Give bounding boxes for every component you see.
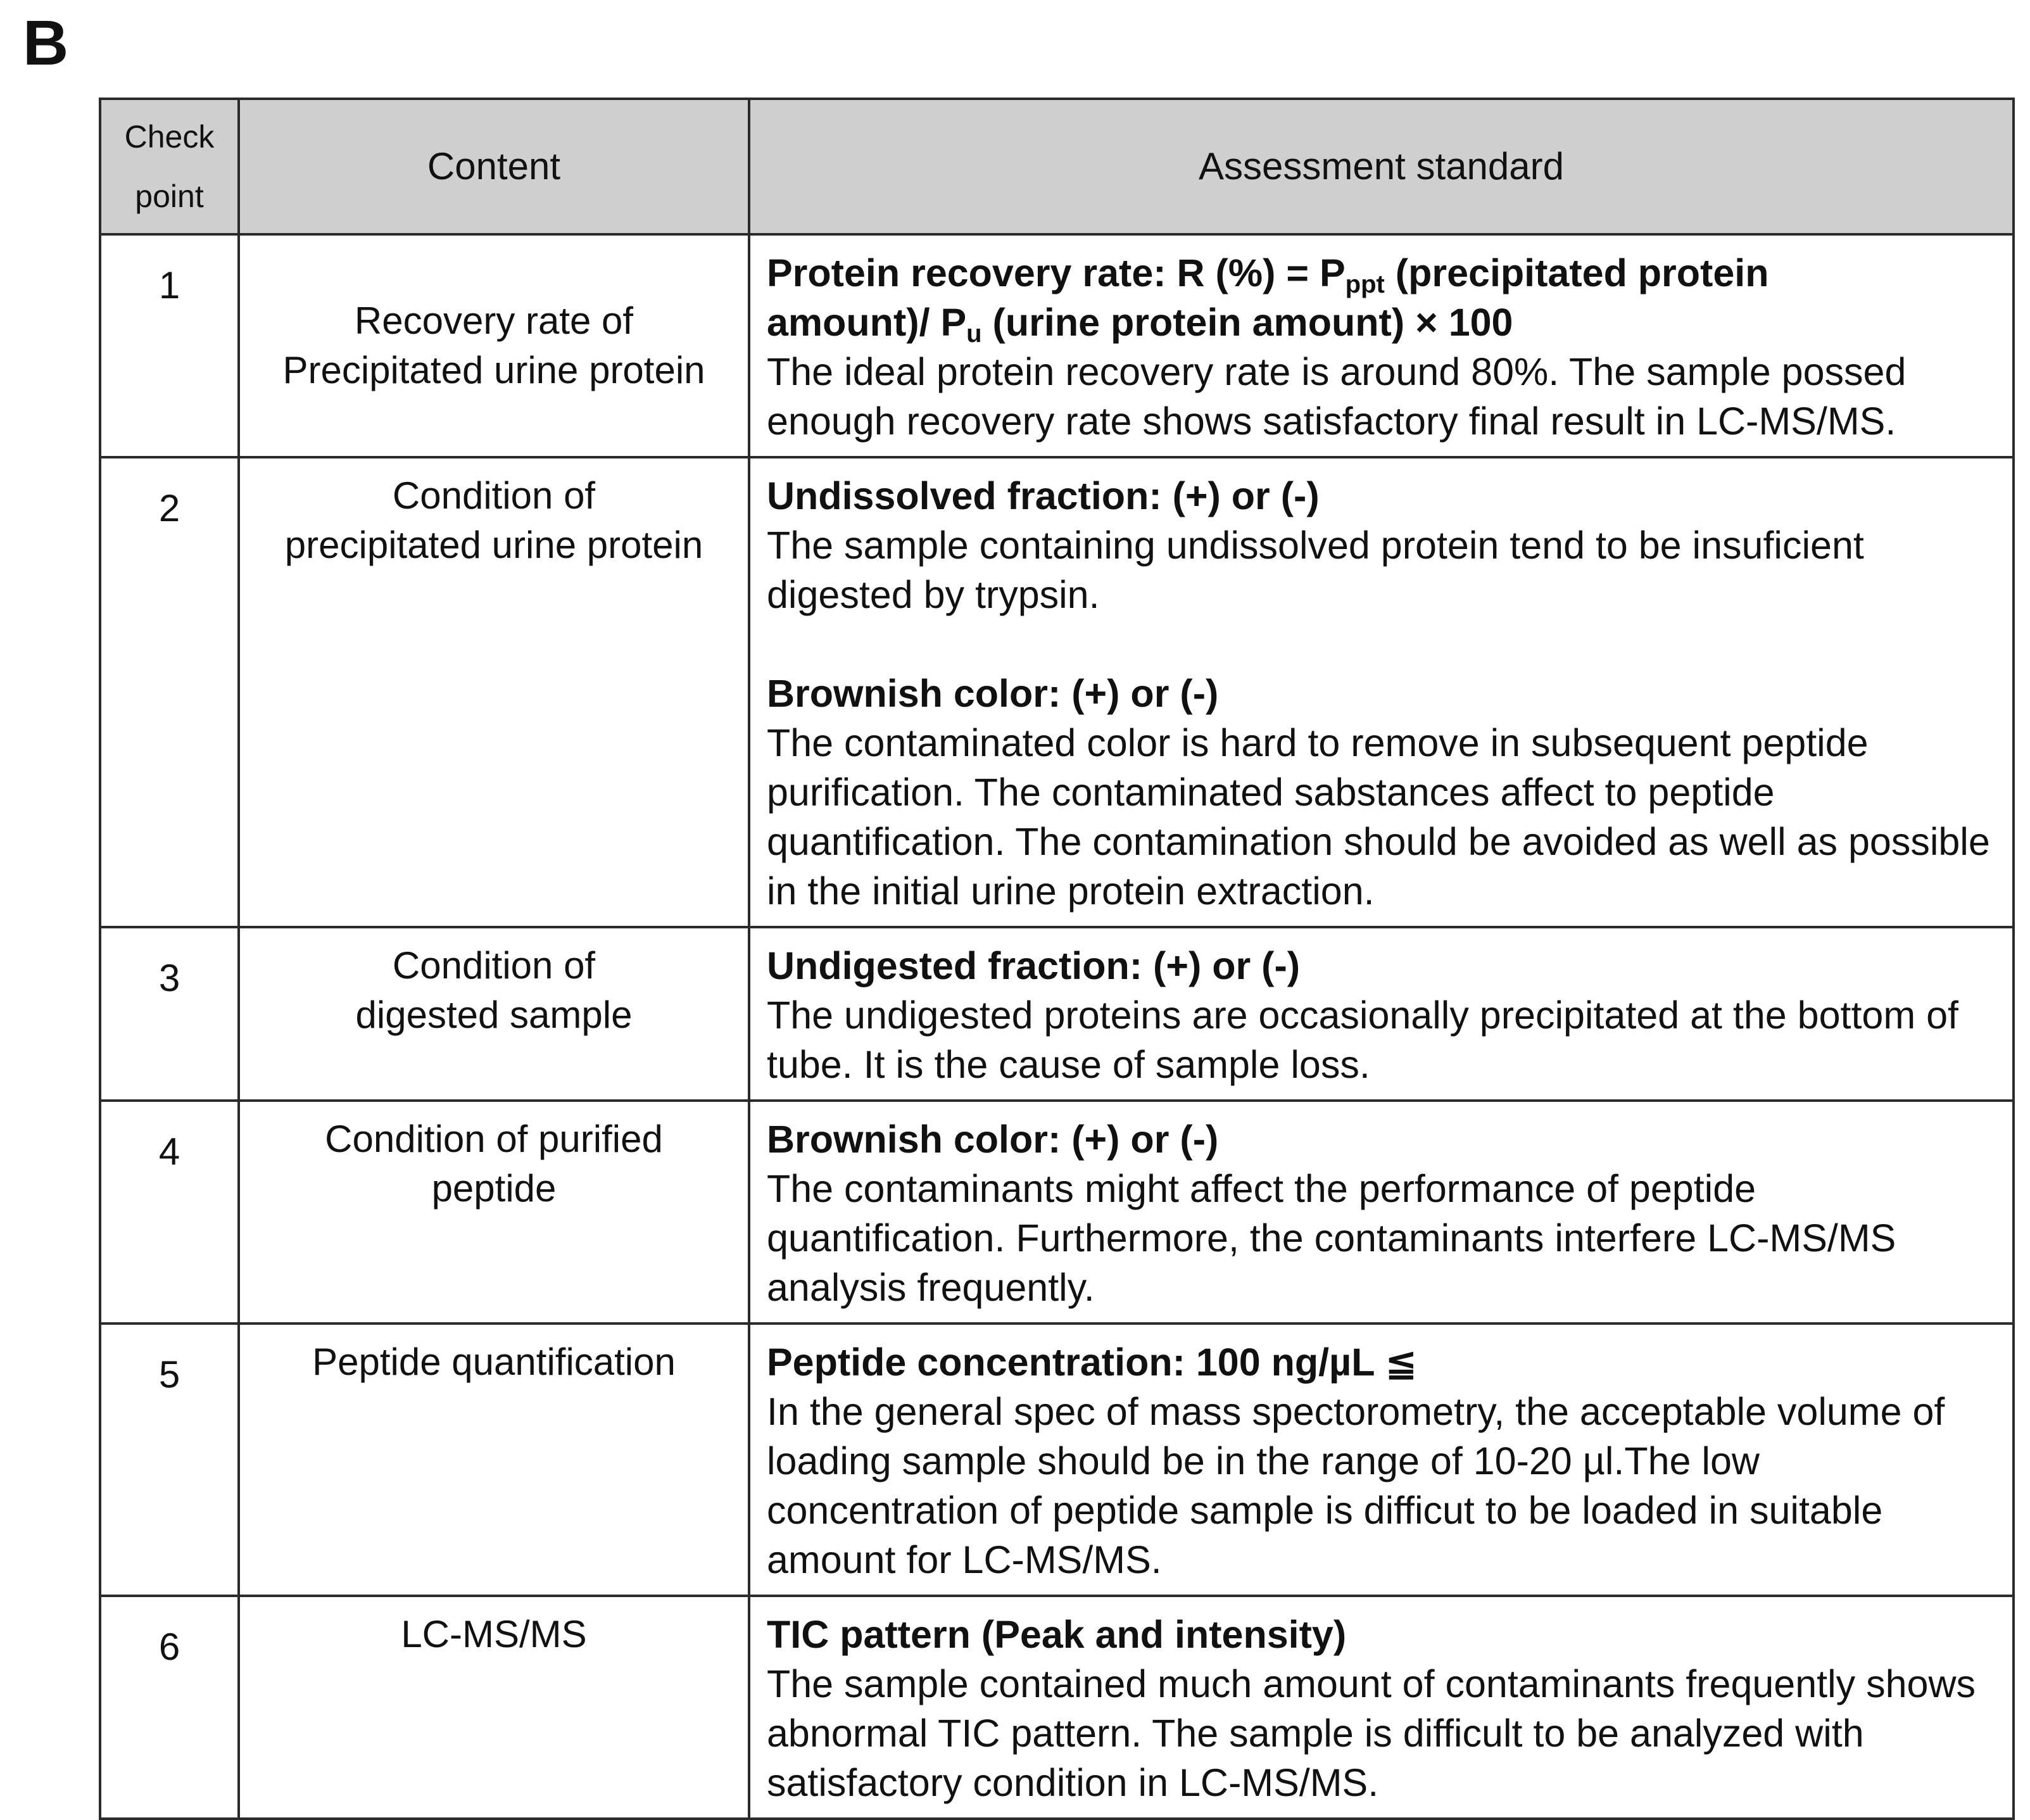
criterion-description: In the general spec of mass spectorometry, the acceptable volume of loading sample should be in the range of 10-20 µl.The low concentration of peptide sample is difficut to be loaded in suitable amount for LC-MS/MS.	[767, 1390, 1945, 1581]
criterion-description: The sample containing undissolved protein tend to be insuficient digested by trypsin.	[767, 524, 1864, 616]
content-line: precipitated urine protein	[284, 524, 703, 566]
formula-part: (precipitated protein	[1384, 251, 1769, 294]
criterion-title: Brownish color: (+) or (-)	[767, 672, 1219, 715]
content-line: Precipitated urine protein	[282, 349, 705, 391]
checkpoint-number: 2	[100, 457, 239, 927]
checkpoint-number: 1	[100, 234, 239, 457]
header-checkpoint-line2: point	[135, 179, 204, 214]
content-line: peptide	[431, 1167, 557, 1210]
quality-check-table	[99, 98, 2015, 1820]
table-row	[100, 234, 2014, 457]
criterion-title: Undigested fraction: (+) or (-)	[767, 944, 1301, 987]
header-checkpoint-line1: Check	[124, 119, 215, 155]
criterion-title: Peptide concentration: 100 ng/µL ≦	[767, 1341, 1418, 1384]
content-line: Condition of	[392, 944, 596, 987]
content-cell	[239, 927, 749, 1101]
content-cell	[239, 234, 749, 457]
content-line: Condition of purified	[325, 1118, 663, 1160]
checkpoint-number: 3	[100, 927, 239, 1101]
formula-part: amount)/ P	[767, 301, 967, 344]
criterion-description: The contaminants might affect the performance of peptide quantification. Furthermore, the contaminants interfere LC-MS/MS analysis frequently.	[767, 1167, 1896, 1309]
assessment-cell	[749, 234, 2014, 457]
criterion-description: The undigested proteins are occasionally precipitated at the bottom of tube. It is the cause of sample loss.	[767, 994, 1958, 1086]
content-cell	[239, 1596, 749, 1819]
table-row	[100, 457, 2014, 927]
checkpoint-number: 4	[100, 1101, 239, 1324]
table-row	[100, 1101, 2014, 1324]
table-row	[100, 1596, 2014, 1819]
assessment-cell	[749, 1324, 2014, 1596]
table-row	[100, 1324, 2014, 1596]
content-line: LC-MS/MS	[401, 1613, 587, 1655]
table-header-row	[100, 99, 2014, 234]
formula-subscript: u	[966, 320, 982, 348]
criterion-title: Undissolved fraction: (+) or (-)	[767, 474, 1320, 517]
content-cell	[239, 457, 749, 927]
header-content: Content	[239, 99, 749, 234]
checkpoint-number: 6	[100, 1596, 239, 1819]
header-assessment: Assessment standard	[749, 99, 2014, 234]
criterion-formula	[767, 248, 2000, 347]
header-checkpoint	[100, 99, 239, 234]
table-row	[100, 927, 2014, 1101]
content-cell	[239, 1101, 749, 1324]
formula-part: Protein recovery rate: R (%) = P	[767, 251, 1346, 294]
content-line: Peptide quantification	[312, 1341, 676, 1383]
criterion-description: The ideal protein recovery rate is around 80%. The sample possed enough recovery rate shows satisfactory final result in LC-MS/MS.	[767, 350, 1907, 443]
formula-part: (urine protein amount) × 100	[981, 301, 1513, 344]
content-line: Condition of	[392, 474, 596, 517]
criterion-title: TIC pattern (Peak and intensity)	[767, 1613, 1347, 1656]
assessment-cell	[749, 1596, 2014, 1819]
panel-label: B	[23, 8, 69, 79]
content-line: digested sample	[355, 994, 633, 1036]
content-line: Recovery rate of	[354, 300, 634, 342]
criterion-title: Brownish color: (+) or (-)	[767, 1118, 1219, 1161]
checkpoint-number: 5	[100, 1324, 239, 1596]
formula-subscript: ppt	[1345, 270, 1385, 298]
assessment-cell	[749, 457, 2014, 927]
criterion-description: The contaminated color is hard to remove in subsequent peptide purification. The contaminated sabstances affect to peptide quantification. The contamination should be avoided as well as possible in the initial urine protein extraction.	[767, 721, 1990, 913]
criterion-description: The sample contained much amount of contaminants frequently shows abnormal TIC pattern. The sample is difficult to be analyzed with satisfactory condition in LC-MS/MS.	[767, 1662, 1976, 1804]
content-cell	[239, 1324, 749, 1596]
assessment-cell	[749, 927, 2014, 1101]
assessment-cell	[749, 1101, 2014, 1324]
